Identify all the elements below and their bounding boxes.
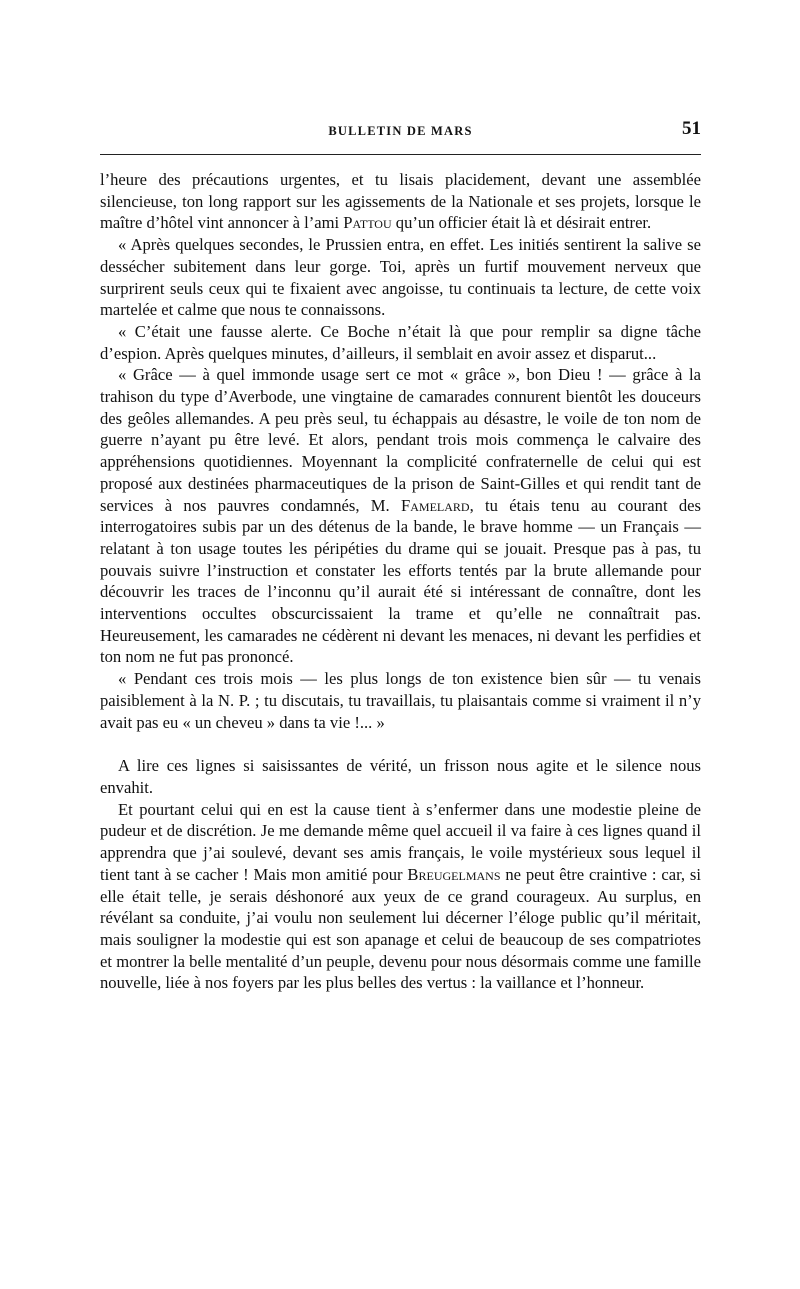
paragraph-7-text-b: ne peut être craintive : car, si elle était telle, je serais déshonoré aux yeux de ce grand courageux. Au surplus, en révélant sa conduite, j’ai voulu non seulement lui décerner l’éloge public qu’il méritait, mais souligner la modestie qui est son apanage et celui de beaucoup de ses compatriotes et montrer la belle mentalité d’un peuple, devenu pour nous désormais comme une famille nouvelle, liée à nos foyers par les plus belles des vertus : la vaillance et l’honneur.: [100, 864, 701, 993]
paragraph-7: [100, 799, 701, 994]
paragraph-3: « C’était une fausse alerte. Ce Boche n’était là que pour remplir sa digne tâche d’espion. Après quelques minutes, d’ailleurs, il semblait en avoir assez et disparut...: [100, 321, 701, 363]
name-breugelmans: Breugelmans: [407, 864, 501, 884]
running-title: BULLETIN DE MARS: [328, 124, 473, 138]
section-break: [100, 733, 701, 755]
book-page: [100, 118, 701, 994]
paragraph-1-text-b: qu’un officier était là et désirait entrer.: [391, 213, 652, 233]
paragraph-4: [100, 364, 701, 668]
name-famelard: Famelard: [401, 495, 470, 515]
paragraph-2: « Après quelques secondes, le Prussien entra, en effet. Les initiés sentirent la salive se dessécher subitement dans leur gorge. Toi, après un furtif mouvement nerveux que surprirent seuls ceux qui te fixaient avec angoisse, tu continuais ta lecture, de cette voix martelée et calme que nous te connaissons.: [100, 235, 701, 320]
paragraph-1-text-a: l’heure des précautions urgentes, et tu lisais placidement, devant une assemblée silencieuse, ton long rapport sur les agissements de la Nationale et ses projets, lorsque le maître d’hôtel vint annoncer à l’ami: [100, 170, 701, 233]
name-pattou: Pattou: [343, 213, 392, 233]
header-rule: [100, 154, 701, 155]
running-head: [100, 118, 701, 146]
paragraph-4-text-b: , tu étais tenu au courant des interrogatoires subis par un des détenus de la bande, le brave homme — un Français — relatant à ton usage toutes les péripéties du drame qui se jouait. Presque pas à pas, tu pouvais suivre l’instruction et constater les efforts tentés par la brute allemande pour découvrir les traces de l’inconnu qu’il aurait été si intéressant de connaître, dont les interventions occultes obscurcissaient la trame et qu’elle ne connaîtrait pas. Heureusement, les camarades ne cédèrent ni devant les menaces, ni devant les perfidies et ton nom ne fut pas prononcé.: [100, 495, 701, 667]
paragraph-5: « Pendant ces trois mois — les plus longs de ton existence bien sûr — tu venais paisiblement à la N. P. ; tu discutais, tu travaillais, tu plaisantais comme si vraiment il n’y avait pas eu « un cheveu » dans ta vie !... »: [100, 669, 701, 732]
paragraph-4-text-a: « Grâce — à quel immonde usage sert ce mot « grâce », bon Dieu ! — grâce à la trahison du type d’Averbode, une vingtaine de camarades connurent bientôt les douceurs des geôles allemandes. A peu près seul, tu échappais au désastre, le voile de ton nom de guerre n’ayant pu être levé. Et alors, pendant trois mois commença le calvaire des appréhensions quotidiennes. Moyennant la complicité confraternelle de celui qui est proposé aux destinées pharmaceutiques de la prison de Saint-Gilles et qui rendit tant de services à nos pauvres condamnés, M.: [100, 365, 701, 515]
paragraph-6: A lire ces lignes si saisissantes de vérité, un frisson nous agite et le silence nous envahit.: [100, 756, 701, 797]
paragraph-7-text-a: Et pourtant celui qui en est la cause tient à s’enfermer dans une modestie pleine de pudeur et de discrétion. Je me demande même quel accueil il va faire à ces lignes quand il apprendra que j’ai soulevé, devant ses amis français, le voile mystérieux sous lequel il tient tant à se cacher ! Mais mon amitié pour: [100, 799, 701, 884]
page-number: 51: [682, 118, 701, 139]
paragraph-1: [100, 169, 701, 234]
